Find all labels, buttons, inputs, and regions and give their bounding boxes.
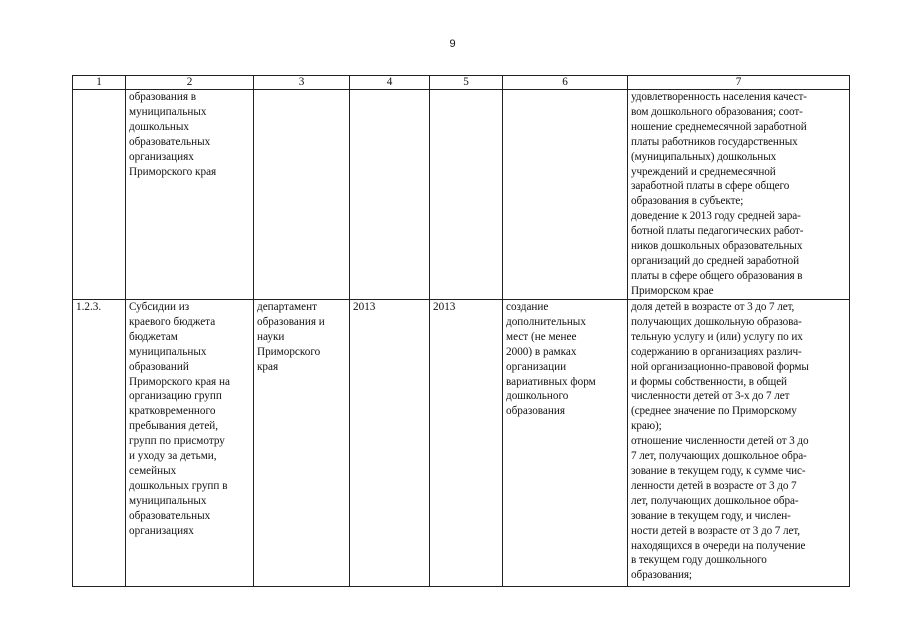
cell-start-year: [350, 90, 430, 300]
cell-line: организаций до средней заработной: [631, 254, 799, 267]
program-table: [72, 75, 850, 587]
cell-line: доля детей в возрасте от 3 до 7 лет,: [631, 301, 795, 313]
page-number: 9: [449, 38, 456, 50]
cell-measure: [126, 90, 254, 300]
cell-line: образований: [129, 360, 189, 373]
cell-line: находящихся в очереди на получение: [631, 539, 806, 552]
cell-line: дополнительных: [506, 315, 586, 328]
cell-line: 2000) в рамках: [506, 345, 577, 358]
cell-line: кратковременного: [129, 405, 216, 418]
cell-line: дошкольного: [506, 390, 569, 403]
cell-line: ности детей в возрасте от 3 до 7 лет,: [631, 524, 800, 537]
cell-line: ленности детей в возрасте от 3 до 7: [631, 479, 797, 492]
cell-line: муниципальных: [129, 105, 207, 118]
cell-indicator: [628, 90, 850, 300]
table-header-row: [73, 76, 850, 90]
cell-line: муниципальных: [129, 494, 207, 507]
cell-line: науки: [257, 330, 285, 343]
cell-line: отношение численности детей от 3 до: [631, 435, 809, 448]
column-header: 3: [254, 76, 350, 90]
cell-line: организациях: [129, 524, 194, 537]
cell-line: создание: [506, 301, 549, 313]
cell-line: содержанию в организациях различ-: [631, 345, 802, 358]
cell-line: (среднее значение по Приморскому: [631, 405, 797, 418]
cell-line: 2013: [433, 301, 456, 313]
cell-line: ной организационно-правовой формы: [631, 360, 809, 373]
cell-line: 2013: [353, 301, 376, 313]
cell-line: лет, получающих дошкольное обра-: [631, 494, 799, 507]
cell-line: 1.2.3.: [76, 301, 102, 313]
cell-number: [73, 90, 126, 300]
cell-line: образовательных: [129, 509, 211, 522]
cell-line: краю);: [631, 420, 662, 433]
cell-line: образования;: [631, 569, 692, 582]
cell-end-year: [430, 300, 503, 587]
cell-line: ботной платы педагогических работ-: [631, 225, 804, 238]
column-header: 7: [628, 76, 850, 90]
cell-executor: [254, 300, 350, 587]
cell-line: Субсидии из: [129, 301, 190, 313]
cell-result: [503, 90, 628, 300]
cell-line: семейных: [129, 464, 177, 477]
cell-end-year: [430, 90, 503, 300]
cell-line: ников дошкольных образовательных: [631, 240, 803, 253]
cell-line: образовательных: [129, 135, 211, 148]
cell-line: доведение к 2013 году средней зара-: [631, 210, 801, 223]
cell-line: и формы собственности, в общей: [631, 375, 787, 388]
cell-line: края: [257, 360, 279, 373]
column-header: 1: [73, 76, 126, 90]
cell-line: (муниципальных) дошкольных: [631, 150, 777, 163]
cell-line: платы работников государственных: [631, 135, 798, 148]
cell-line: дошкольных групп в: [129, 479, 228, 492]
cell-line: пребывания детей,: [129, 420, 219, 433]
column-header: 6: [503, 76, 628, 90]
cell-line: мест (не менее: [506, 330, 577, 343]
cell-measure: [126, 300, 254, 587]
cell-line: организацию групп: [129, 390, 222, 403]
cell-line: зование в текущем году, к сумме чис-: [631, 464, 806, 477]
cell-indicator: [628, 300, 850, 587]
cell-line: муниципальных: [129, 345, 207, 358]
cell-line: краевого бюджета: [129, 315, 216, 328]
cell-line: департамент: [257, 301, 317, 313]
cell-number: [73, 300, 126, 587]
cell-line: дошкольных: [129, 120, 189, 133]
cell-line: Приморского края на: [129, 375, 230, 388]
cell-line: Приморского: [257, 345, 321, 358]
cell-line: численности детей от 3-х до 7 лет: [631, 390, 790, 403]
cell-line: тельную услугу и (или) услугу по их: [631, 330, 803, 343]
cell-line: платы в сфере общего образования в: [631, 269, 803, 282]
cell-line: 7 лет, получающих дошкольное обра-: [631, 450, 807, 463]
cell-line: образования в субъекте;: [631, 195, 744, 208]
column-header: 5: [430, 76, 503, 90]
cell-line: ношение среднемесячной заработной: [631, 120, 807, 133]
cell-start-year: [350, 300, 430, 587]
column-header: 2: [126, 76, 254, 90]
column-header: 4: [350, 76, 430, 90]
cell-line: Приморского края: [129, 165, 217, 178]
cell-line: организации: [506, 360, 567, 373]
cell-line: и уходу за детьми,: [129, 450, 217, 463]
cell-line: зование в текущем году, и числен-: [631, 509, 791, 522]
cell-line: учреждений и среднемесячной: [631, 165, 776, 178]
cell-line: образования: [506, 405, 566, 418]
cell-line: образования в: [129, 91, 197, 103]
table-row: [73, 90, 850, 300]
cell-line: бюджетам: [129, 330, 178, 343]
cell-line: образования и: [257, 315, 325, 328]
cell-line: вариативных форм: [506, 375, 596, 388]
cell-line: заработной платы в сфере общего: [631, 180, 790, 193]
cell-result: [503, 300, 628, 587]
cell-line: организациях: [129, 150, 194, 163]
cell-line: удовлетворенность населения качест-: [631, 91, 807, 103]
cell-line: Приморском крае: [631, 284, 714, 297]
table-row: [73, 300, 850, 587]
cell-line: в текущем году дошкольного: [631, 554, 767, 567]
cell-line: вом дошкольного образования; соот-: [631, 105, 803, 118]
cell-line: групп по присмотру: [129, 435, 225, 448]
cell-executor: [254, 90, 350, 300]
cell-line: получающих дошкольную образова-: [631, 315, 802, 328]
